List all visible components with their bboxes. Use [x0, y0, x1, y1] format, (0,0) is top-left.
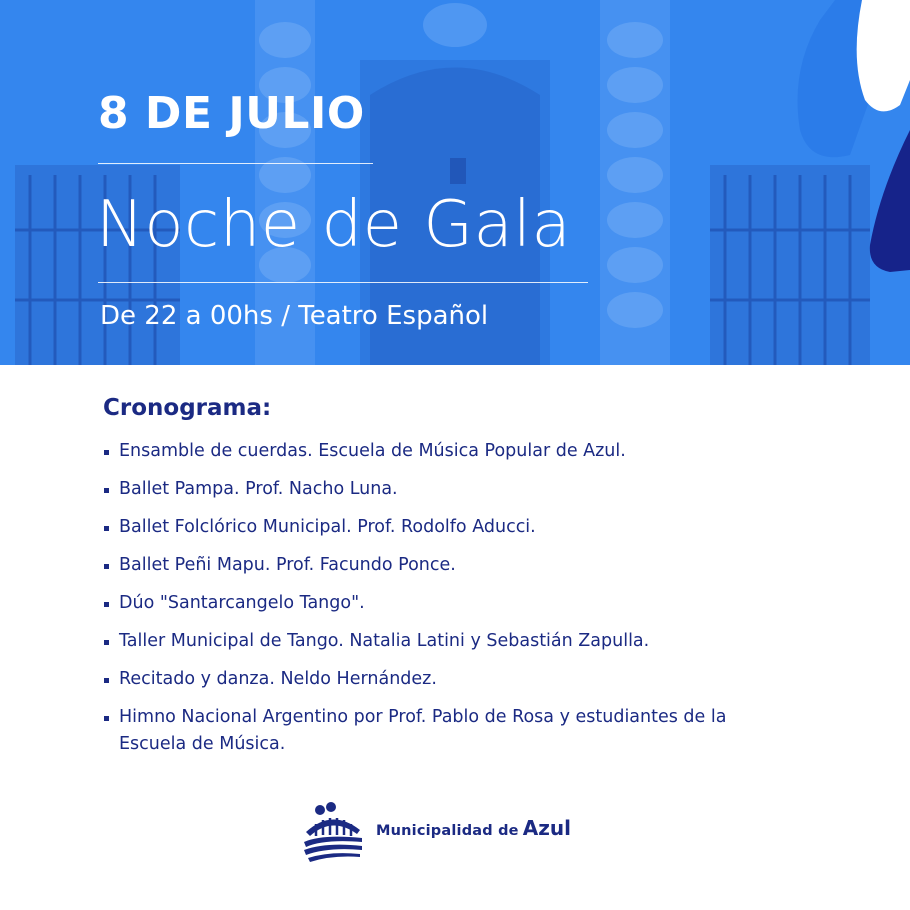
bullet-icon — [104, 602, 109, 607]
azul-emblem-icon — [302, 802, 366, 864]
bullet-icon — [104, 526, 109, 531]
divider — [98, 282, 588, 283]
schedule-title: Cronograma: — [103, 395, 272, 421]
bullet-icon — [104, 716, 109, 721]
bullet-icon — [104, 678, 109, 683]
event-subtitle: De 22 a 00hs / Teatro Español — [100, 301, 489, 331]
list-item: Taller Municipal de Tango. Natalia Latini y Sebastián Zapulla. — [103, 628, 743, 655]
list-item: Ballet Peñi Mapu. Prof. Facundo Ponce. — [103, 552, 743, 579]
bullet-icon — [104, 450, 109, 455]
hero-banner — [0, 0, 910, 365]
list-item: Recitado y danza. Neldo Hernández. — [103, 666, 743, 693]
event-date: 8 DE JULIO — [98, 88, 365, 139]
list-item: Ensamble de cuerdas. Escuela de Música Popular de Azul. — [103, 438, 743, 465]
schedule-list — [103, 438, 743, 769]
list-item: Ballet Folclórico Municipal. Prof. Rodolfo Aducci. — [103, 514, 743, 541]
list-item: Himno Nacional Argentino por Prof. Pablo de Rosa y estudiantes de la Escuela de Música. — [103, 704, 743, 758]
logo-brand: Azul — [522, 816, 571, 840]
municipality-logo — [302, 802, 602, 864]
bullet-icon — [104, 488, 109, 493]
list-item: Dúo "Santarcangelo Tango". — [103, 590, 743, 617]
logo-wordmark — [376, 818, 571, 839]
bullet-icon — [104, 640, 109, 645]
divider — [98, 163, 373, 164]
bullet-icon — [104, 564, 109, 569]
event-title: Noche de Gala — [96, 188, 572, 262]
logo-prefix: Municipalidad de — [376, 823, 519, 839]
list-item: Ballet Pampa. Prof. Nacho Luna. — [103, 476, 743, 503]
